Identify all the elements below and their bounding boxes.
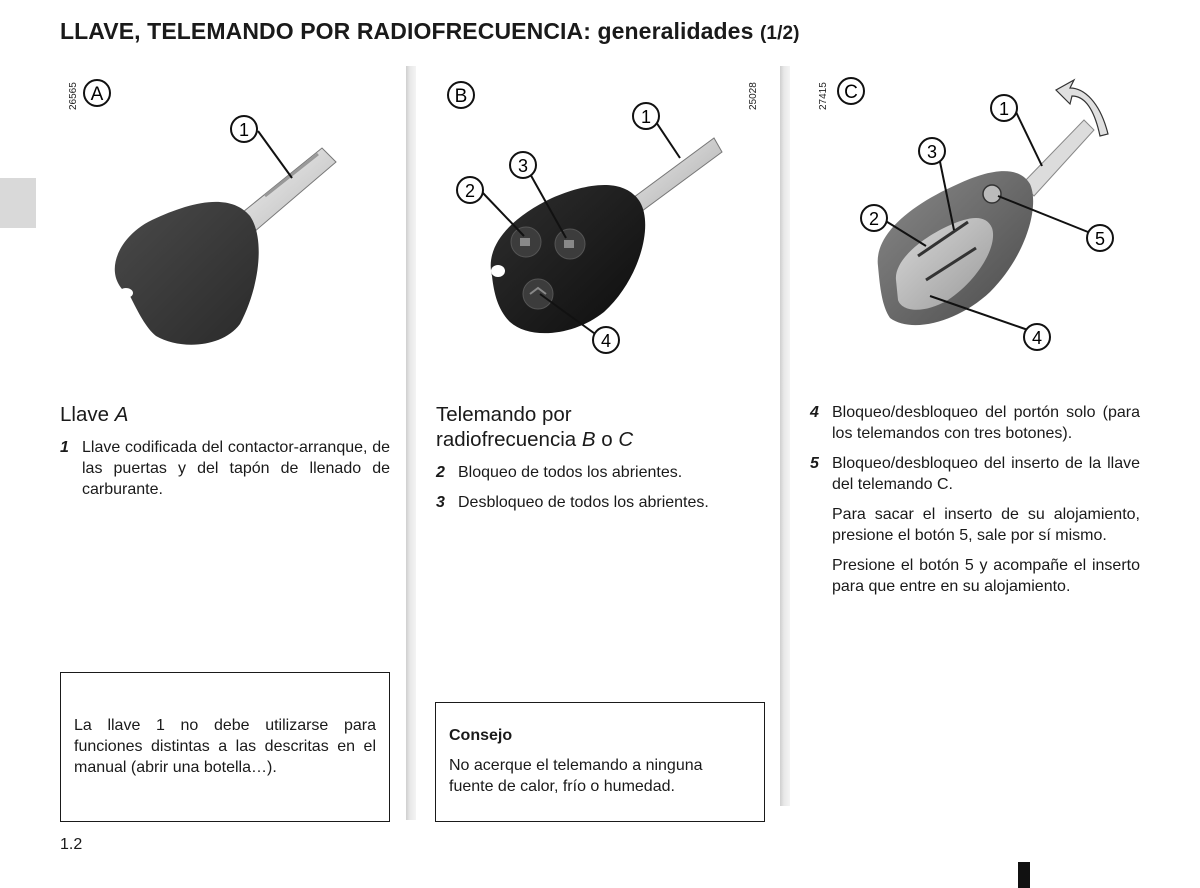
figure-letter-badge: [448, 82, 474, 108]
heading-line-1: Telemando por: [436, 403, 572, 426]
list-item: [60, 437, 390, 500]
callout-label: 3: [926, 142, 938, 162]
remote-button-unlock: [555, 229, 585, 259]
item-number: 3: [436, 494, 445, 511]
key-head: [115, 202, 259, 345]
note-text: La llave 1 no debe utilizarse para funciones distintas a las descritas en el manual (abrir una botella…).: [74, 717, 376, 776]
page-number: 1.2: [60, 836, 83, 853]
advice-box: [435, 702, 765, 822]
figure-letter: A: [90, 84, 104, 105]
section-remote-b-c: [436, 402, 766, 522]
heading-conjunction: o: [601, 428, 613, 451]
list-item: [810, 453, 1140, 495]
callout-line: [1016, 112, 1042, 166]
page-title: [60, 18, 800, 45]
item-number: 4: [810, 404, 819, 421]
callout-label: 2: [868, 209, 880, 229]
figure-letter: C: [844, 82, 858, 103]
callout-2: [861, 205, 887, 231]
callout-3: [919, 138, 945, 164]
heading-line-2: radiofrecuencia: [436, 428, 577, 451]
section-tab-marker: [0, 178, 36, 228]
item-text: Bloqueo/desbloqueo del inserto de la llave del telemando C.: [832, 455, 1140, 493]
callout-line: [656, 122, 680, 158]
callout-1: [231, 116, 257, 142]
item-text: Bloqueo/desbloqueo del portón solo (para los telemandos con tres botones).: [832, 404, 1140, 442]
callout-label: 4: [1031, 328, 1043, 348]
heading-letter: A: [114, 403, 129, 426]
heading-letter-c: C: [618, 428, 634, 451]
heading-text: Llave: [60, 403, 110, 426]
figure-c: [808, 66, 1148, 386]
callout-label: 3: [517, 156, 529, 176]
section-key-a: [60, 402, 390, 509]
callout-line: [482, 192, 524, 236]
list-item: [436, 462, 766, 483]
instruction-paragraph: Para sacar el inserto de su alojamiento, presione el botón 5, sale por sí mismo.: [832, 506, 1140, 544]
key-illustration: [60, 66, 400, 386]
callout-1: [633, 103, 659, 129]
figure-letter-badge: [84, 80, 110, 106]
section-heading: [436, 402, 766, 452]
key-ring-hole: [491, 265, 505, 277]
column-divider: [406, 66, 416, 820]
section-heading: [60, 402, 390, 427]
key-blade: [238, 148, 336, 232]
callout-4: [593, 327, 619, 353]
figure-a: [60, 66, 400, 386]
list-item: [810, 402, 1140, 444]
warning-note-box: [60, 672, 390, 822]
key-blade: [1022, 120, 1094, 196]
callout-label: 1: [640, 107, 652, 127]
callout-label: 2: [464, 181, 476, 201]
callout-label: 1: [998, 99, 1010, 119]
figure-letter-badge: [838, 78, 864, 104]
key-release-button: [983, 185, 1001, 203]
callout-3: [510, 152, 536, 178]
callout-1: [991, 95, 1017, 121]
page-part-indicator: (1/2): [759, 23, 800, 44]
advice-text: No acerque el telemando a ninguna fuente de calor, frío o humedad.: [449, 757, 703, 795]
callout-4: [1024, 324, 1050, 350]
instruction-paragraph: Presione el botón 5 y acompañe el inserto para que entre en su alojamiento.: [832, 557, 1140, 595]
list-item: [436, 492, 766, 513]
advice-title: Consejo: [449, 727, 513, 744]
item-text: Desbloqueo de todos los abrientes.: [458, 494, 709, 511]
page-title-text: LLAVE, TELEMANDO POR RADIOFRECUENCIA: generalidades: [60, 18, 754, 44]
callout-label: 5: [1094, 229, 1106, 249]
figure-code: 26565: [68, 82, 79, 110]
figure-code: 25028: [748, 82, 759, 110]
page-edge-marker: [1018, 862, 1030, 888]
remote-button-lock: [511, 227, 541, 257]
figure-b: [434, 66, 774, 386]
callout-line: [258, 131, 292, 178]
callout-label: 1: [238, 120, 250, 140]
remote-button-boot: [523, 279, 553, 309]
heading-letter-b: B: [581, 428, 596, 451]
column-divider: [780, 66, 790, 806]
remote-flip-key-illustration: [808, 66, 1148, 386]
section-remote-c-details: [810, 402, 1140, 606]
item-text: Llave codificada del contactor-arranque, de las puertas y del tapón de llenado de carburante.: [82, 439, 390, 498]
item-number: 1: [60, 439, 69, 456]
figure-code: 27415: [818, 82, 829, 110]
item-number: 5: [810, 455, 819, 472]
callout-5: [1087, 225, 1113, 251]
figure-letter: B: [454, 86, 468, 107]
remote-three-button-illustration: [434, 66, 764, 386]
callout-2: [457, 177, 483, 203]
key-ring-hole: [119, 288, 133, 298]
item-text: Bloqueo de todos los abrientes.: [458, 464, 683, 481]
callout-label: 4: [600, 331, 612, 351]
item-number: 2: [436, 464, 445, 481]
